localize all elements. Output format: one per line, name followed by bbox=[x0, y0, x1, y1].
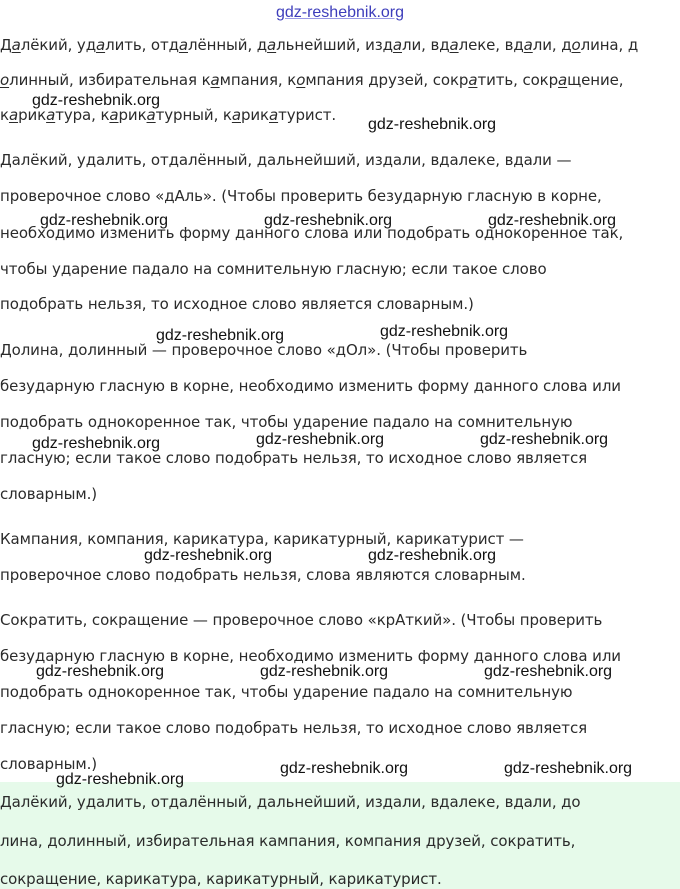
watermark: gdz-reshebnik.org bbox=[368, 547, 497, 564]
watermark: gdz-reshebnik.org bbox=[480, 431, 609, 448]
watermark: gdz-reshebnik.org bbox=[260, 663, 389, 680]
explanation-4-line-3: подобрать однокоренное так, чтобы ударение падало на сомнительную bbox=[0, 683, 573, 701]
watermark: gdz-reshebnik.org bbox=[32, 92, 161, 109]
task-line-2: олинный, избирательная кампания, компания друзей, сократить, сокращение, bbox=[0, 71, 624, 89]
explanation-2-line-2: безударную гласную в корне, необходимо изменить форму данного слова или bbox=[0, 377, 621, 395]
explanation-1-line-5: подобрать нельзя, то исходное слово является словарным.) bbox=[0, 295, 474, 313]
watermark: gdz-reshebnik.org bbox=[32, 435, 161, 452]
explanation-3-line-2: проверочное слово подобрать нельзя, слова являются словарным. bbox=[0, 566, 526, 584]
explanation-2-line-3: подобрать однокоренное так, чтобы ударение падало на сомнительную bbox=[0, 413, 573, 431]
explanation-2-line-5: словарным.) bbox=[0, 485, 98, 503]
explanation-3-line-1: Кампания, компания, карикатура, карикатурный, карикатурист — bbox=[0, 530, 524, 548]
watermark: gdz-reshebnik.org bbox=[156, 327, 285, 344]
watermark: gdz-reshebnik.org bbox=[488, 212, 617, 229]
explanation-4-line-1: Сократить, сокращение — проверочное слово «крАткий». (Чтобы проверить bbox=[0, 611, 603, 629]
explanation-2-line-4: гласную; если такое слово подобрать нельзя, то исходное слово является bbox=[0, 449, 588, 467]
explanation-4-line-5: словарным.) bbox=[0, 755, 98, 773]
watermark: gdz-reshebnik.org bbox=[484, 663, 613, 680]
watermark: gdz-reshebnik.org bbox=[280, 760, 409, 777]
watermark: gdz-reshebnik.org bbox=[264, 212, 393, 229]
explanation-1-line-3: необходимо изменить форму данного слова или подобрать однокоренное так, bbox=[0, 224, 624, 242]
task-line-3: карикатура, карикатурный, карикатурист. bbox=[0, 106, 337, 124]
answer-line-1: Далёкий, удалить, отдалённый, дальнейший, издали, вдалеке, вдали, до bbox=[0, 793, 581, 811]
watermark: gdz-reshebnik.org bbox=[504, 760, 633, 777]
explanation-1-line-2: проверочное слово «дАль». (Чтобы проверить безударную гласную в корне, bbox=[0, 187, 602, 205]
explanation-1-line-1: Далёкий, удалить, отдалённый, дальнейший, издали, вдалеке, вдали — bbox=[0, 151, 572, 169]
explanation-4-line-2: безударную гласную в корне, необходимо изменить форму данного слова или bbox=[0, 647, 621, 665]
explanation-4-line-4: гласную; если такое слово подобрать нельзя, то исходное слово является bbox=[0, 719, 588, 737]
answer-line-2: лина, долинный, избирательная кампания, компания друзей, сократить, bbox=[0, 832, 576, 850]
site-header-link[interactable]: gdz-reshebnik.org bbox=[275, 4, 405, 21]
watermark: gdz-reshebnik.org bbox=[56, 771, 185, 788]
watermark: gdz-reshebnik.org bbox=[40, 212, 169, 229]
task-line-1: Далёкий, удалить, отдалённый, дальнейший, издали, вдалеке, вдали, долина, д bbox=[0, 36, 639, 54]
watermark: gdz-reshebnik.org bbox=[368, 116, 497, 133]
watermark: gdz-reshebnik.org bbox=[256, 431, 385, 448]
answer-line-3: сокращение, карикатура, карикатурный, карикатурист. bbox=[0, 870, 442, 888]
watermark: gdz-reshebnik.org bbox=[380, 323, 509, 340]
explanation-1-line-4: чтобы ударение падало на сомнительную гласную; если такое слово bbox=[0, 260, 547, 278]
watermark: gdz-reshebnik.org bbox=[144, 547, 273, 564]
explanation-2-line-1: Долина, долинный — проверочное слово «дОл». (Чтобы проверить bbox=[0, 341, 528, 359]
site-header bbox=[0, 0, 680, 24]
watermark: gdz-reshebnik.org bbox=[36, 663, 165, 680]
